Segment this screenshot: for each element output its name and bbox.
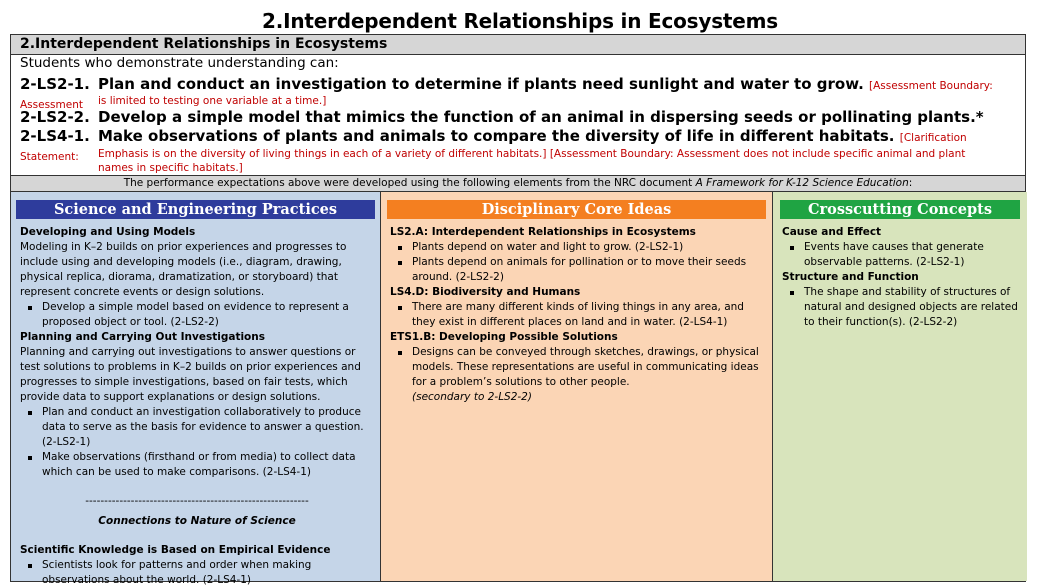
practice-title-investigations: Planning and Carrying Out Investigations — [20, 331, 265, 343]
crosscutting-header: Crosscutting Concepts — [780, 200, 1020, 219]
secondary-note: (secondary to 2-LS2-2) — [412, 391, 532, 403]
assessment-boundary-note-cont: is limited to testing one variable at a time.] — [98, 95, 327, 107]
nature-of-science-heading: Connections to Nature of Science — [98, 515, 296, 527]
divider: ----------------------------------------------------------- — [85, 495, 309, 507]
list-item: Events have causes that generate observable patterns. (2-LS2-1) — [804, 240, 1021, 270]
crosscutting-body — [782, 225, 1021, 330]
list-item — [412, 345, 766, 405]
list-item: Scientists look for patterns and order when making observations about the world. (2-LS4-1) — [42, 558, 374, 588]
core-idea-list-ls2a — [390, 240, 766, 285]
clarification-note-cont: Emphasis is on the diversity of living things in each of a variety of different habitats.] [Assessment Boundary: Assessment does not include specific animal and plant — [98, 148, 966, 160]
practice-title-models: Developing and Using Models — [20, 226, 196, 238]
standards-table — [10, 34, 1026, 586]
concept-title-structure-function: Structure and Function — [782, 271, 919, 283]
concept-list-cause-effect — [782, 240, 1021, 270]
core-idea-title-ls2a: LS2.A: Interdependent Relationships in Ecosystems — [390, 226, 696, 238]
pe-text: Make observations of plants and animals to compare the diversity of life in different habitats. — [98, 127, 895, 145]
framework-note — [11, 175, 1025, 192]
core-idea-list-ets1b — [390, 345, 766, 405]
list-item: Plan and conduct an investigation collaboratively to produce data to serve as the basis for evidence to answer a question. (2-LS2-1) — [42, 405, 374, 450]
list-item: Plants depend on water and light to grow. (2-LS2-1) — [412, 240, 766, 255]
performance-expectation-2 — [20, 108, 1020, 127]
list-item: There are many different kinds of living things in any area, and they exist in different places on land and in water. (2-LS4-1) — [412, 300, 766, 330]
crosscutting-column — [773, 192, 1027, 581]
concept-title-cause-effect: Cause and Effect — [782, 226, 882, 238]
practice-title-evidence: Scientific Knowledge is Based on Empirical Evidence — [20, 544, 331, 556]
core-ideas-header: Disciplinary Core Ideas — [387, 200, 766, 219]
list-item: Make observations (firsthand or from media) to collect data which can be used to make comparisons. (2-LS4-1) — [42, 450, 374, 480]
list-item: Plants depend on animals for pollination or to move their seeds around. (2-LS2-2) — [412, 255, 766, 285]
practice-list-investigations — [20, 405, 374, 480]
page-title: 2.Interdependent Relationships in Ecosystems — [262, 9, 778, 33]
pe-text: Develop a simple model that mimics the function of an animal in dispersing seeds or pollinating plants.* — [98, 108, 984, 126]
assessment-boundary-note: [Assessment Boundary: Assessment — [20, 80, 993, 111]
framework-title: A Framework for K-12 Science Education — [695, 177, 909, 189]
clarification-note: [Clarification Statement: — [20, 132, 967, 163]
core-ideas-body — [390, 225, 766, 405]
practices-header: Science and Engineering Practices — [16, 200, 375, 219]
practice-list-evidence — [20, 558, 374, 588]
core-ideas-column — [381, 192, 773, 581]
practice-text-models: Modeling in K–2 builds on prior experiences and progresses to include using and developing models (i.e., diagram, drawing, physical replica, diorama, dramatization, or storyboard) that represent concrete events or design solutions. — [20, 241, 347, 298]
list-item-text: Designs can be conveyed through sketches, drawings, or physical models. These representations are useful in communicating ideas for a problem’s solutions to other people. — [412, 346, 759, 388]
clarification-note-cont-2: names in specific habitats.] — [98, 162, 243, 174]
framework-end: : — [908, 177, 913, 189]
intro-text: Students who demonstrate understanding can: — [20, 55, 339, 71]
pe-code: 2-LS4-1. — [20, 127, 90, 145]
core-idea-title-ls4d: LS4.D: Biodiversity and Humans — [390, 286, 581, 298]
pe-code: 2-LS2-2. — [20, 108, 90, 126]
concept-list-structure-function — [782, 285, 1021, 330]
practice-text-investigations: Planning and carrying out investigations to answer questions or test solutions to problems in K–2 builds on prior experiences and progresses to simple investigations, based on fair tests, which provide data to support explanations or design solutions. — [20, 346, 361, 403]
pe-text: Plan and conduct an investigation to determine if plants need sunlight and water to grow. — [98, 75, 864, 93]
core-idea-list-ls4d — [390, 300, 766, 330]
framework-text: The performance expectations above were developed using the following elements from the NRC document — [123, 177, 696, 189]
practice-list-models — [20, 300, 374, 330]
list-item: Develop a simple model based on evidence to represent a proposed object or tool. (2-LS2-2) — [42, 300, 374, 330]
pe-code: 2-LS2-1. — [20, 75, 90, 93]
practices-column — [11, 192, 381, 586]
core-idea-title-ets1b: ETS1.B: Developing Possible Solutions — [390, 331, 618, 343]
section-header: 2.Interdependent Relationships in Ecosystems — [11, 35, 1025, 55]
practices-body — [20, 225, 374, 588]
list-item: The shape and stability of structures of natural and designed objects are related to their function(s). (2-LS2-2) — [804, 285, 1021, 330]
